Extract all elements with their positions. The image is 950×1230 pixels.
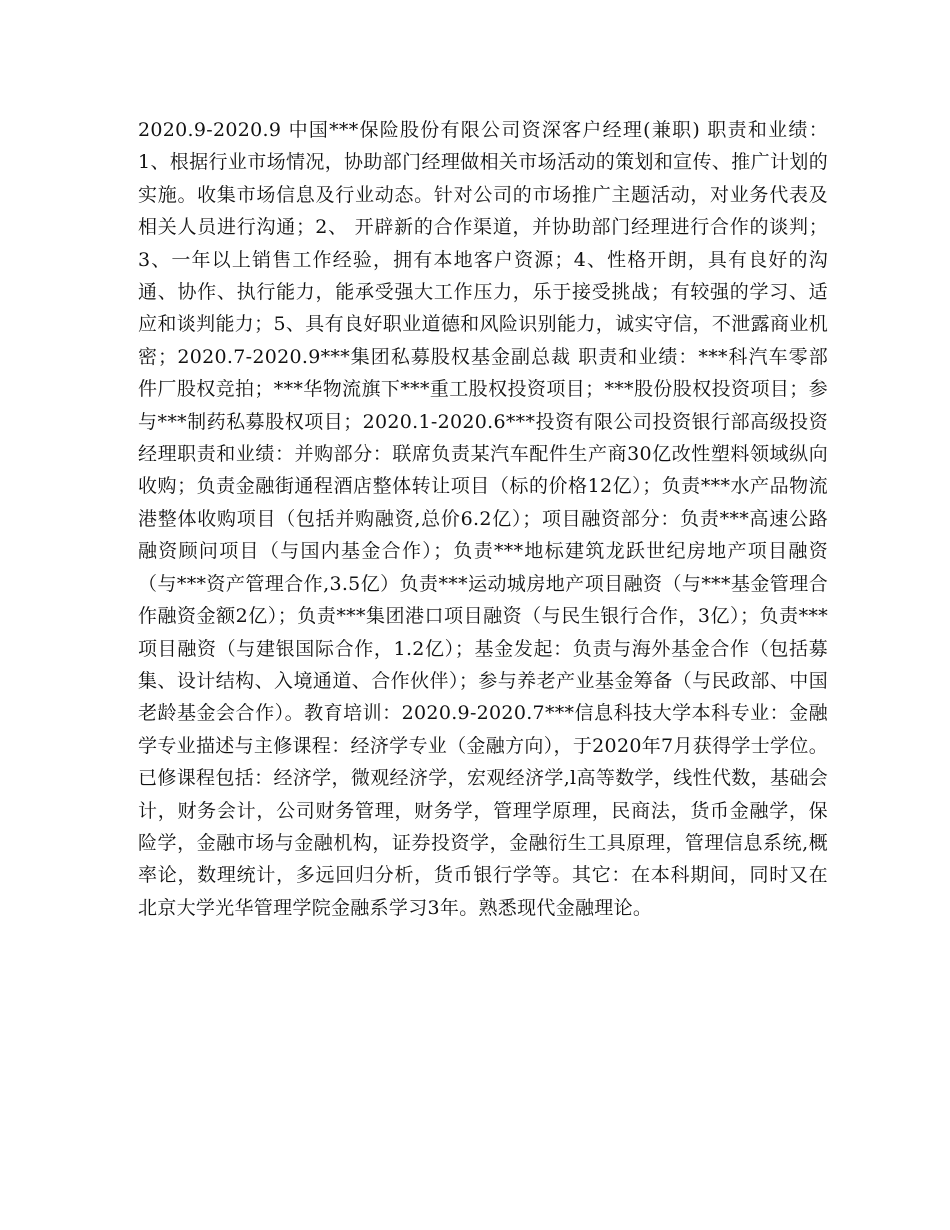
resume-body-text: 2020.9-2020.9 中国***保险股份有限公司资深客户经理(兼职) 职责和业绩：1、根据行业市场情况，协助部门经理做相关市场活动的策划和宣传、推广计划的实施。收集市场信息及行业动态。针对公司的市场推广主题活动，对业务代表及相关人员进行沟通；2、 开辟新的合作渠道，并协助部门经理进行合作的谈判；3、一年以上销售工作经验，拥有本地客户资源；4、性格开朗，具有良好的沟通、协作、执行能力，能承受强大工作压力，乐于接受挑战；有较强的学习、适应和谈判能力；5、具有良好职业道德和风险识别能力，诚实守信，不泄露商业机密；2020.7-2020.9***集团私募股权基金副总裁 职责和业绩：***科汽车零部件厂股权竞拍；***华物流旗下***重工股权投资项目；***股份股权投资项目；参与***制药私募股权项目；2020.1-2020.6***投资有限公司投资银行部高级投资经理职责和业绩：并购部分：联席负责某汽车配件生产商30亿改性塑料领域纵向收购；负责金融街通程酒店整体转让项目（标的价格12亿）；负责***水产品物流港整体收购项目（包括并购融资,总价6.2亿）；项目融资部分：负责***高速公路融资顾问项目（与国内基金合作）；负责***地标建筑龙跃世纪房地产项目融资（与***资产管理合作,3.5亿）负责***运动城房地产项目融资（与***基金管理合作融资金额2亿）；负责***集团港口项目融资（与民生银行合作，3亿）；负责***项目融资（与建银国际合作，1.2亿）；基金发起：负责与海外基金合作（包括募集、设计结构、入境通道、合作伙伴）；参与养老产业基金筹备（与民政部、中国老龄基金会合作）。教育培训：2020.9-2020.7***信息科技大学本科专业：金融学专业描述与主修课程：经济学专业（金融方向），于2020年7月获得学士学位。已修课程包括：经济学，微观经济学，宏观经济学,l高等数学，线性代数，基础会计，财务会计，公司财务管理，财务学，管理学原理，民商法，货币金融学，保险学，金融市场与金融机构，证券投资学，金融衍生工具原理，管理信息系统,概率论，数理统计，多远回归分析，货币银行学等。其它：在本科期间，同时又在北京大学光华管理学院金融系学习3年。熟悉现代金融理论。 bbox=[138, 119, 828, 919]
